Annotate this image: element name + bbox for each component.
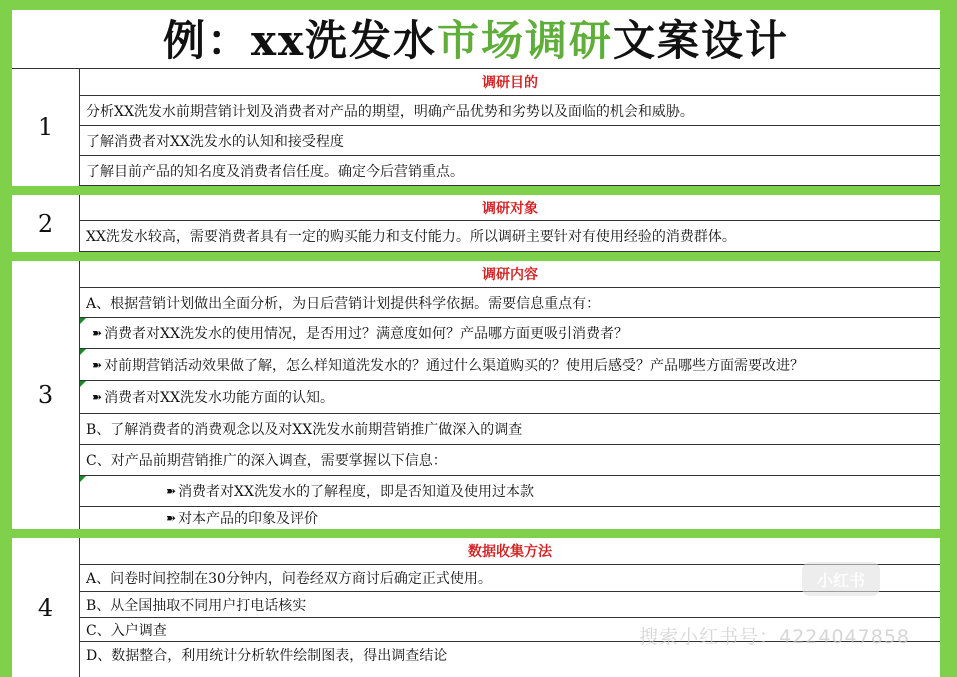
arrow-bullet-icon: ➽: [92, 357, 103, 372]
section-number: 1: [12, 68, 80, 186]
table-row[interactable]: 分析XX洗发水前期营销计划及消费者对产品的期望，明确产品优势和劣势以及面临的机会和威胁。: [80, 96, 940, 126]
title-part-3: 文案设计: [613, 16, 790, 65]
title-highlight: 市场调研: [437, 16, 614, 65]
section-number: 2: [12, 195, 80, 252]
section-heading[interactable]: 数据收集方法: [80, 538, 940, 565]
cell-comment-marker: [80, 349, 86, 355]
watermark-logo: 小红书: [802, 562, 880, 596]
row-text: 消费者对XX洗发水功能方面的认知。: [104, 390, 334, 406]
section-number: 3: [12, 261, 80, 529]
arrow-bullet-icon: ➽: [166, 511, 177, 525]
table-row[interactable]: 了解消费者对XX洗发水的认知和接受程度: [80, 126, 940, 156]
table-row[interactable]: XX洗发水较高，需要消费者具有一定的购买能力和支付能力。所以调研主要针对有使用经验的消费群体。: [80, 221, 940, 252]
row-text: 对前期营销活动效果做了解，怎么样知道洗发水的？通过什么渠道购买的？使用后感受？产品哪些方面需要改进？: [104, 357, 805, 374]
arrow-bullet-icon: ➽: [166, 484, 177, 498]
table-row[interactable]: D、数据整合，利用统计分析软件绘制图表，得出调查结论: [86, 648, 448, 664]
row-text: 对本产品的印象及评价: [178, 511, 319, 527]
table-row[interactable]: B、了解消费者的消费观念以及对XX洗发水前期营销推广做深入的调查: [80, 414, 940, 445]
cell-comment-marker: [80, 381, 86, 387]
section-heading[interactable]: 调研目的: [80, 68, 940, 96]
cell-comment-marker: [80, 318, 86, 324]
arrow-bullet-icon: ➽: [92, 326, 103, 340]
arrow-bullet-icon: ➽: [92, 390, 103, 404]
section-heading[interactable]: 调研对象: [80, 195, 940, 221]
section-2: [12, 195, 940, 252]
table-row[interactable]: B、从全国抽取不同用户打电话核实: [80, 592, 940, 618]
section-number: 4: [12, 538, 80, 677]
table-row[interactable]: [80, 381, 940, 414]
page-title: [12, 10, 940, 69]
row-text: 消费者对XX洗发水的了解程度，即是否知道及使用过本款: [178, 484, 534, 500]
table-row[interactable]: [80, 318, 940, 349]
section-separator: [12, 529, 940, 538]
title-part-1: 例：xx洗发水: [162, 16, 438, 65]
cell-comment-marker: [80, 476, 86, 482]
spreadsheet: [12, 10, 940, 677]
table-row[interactable]: C、入户调查: [80, 618, 940, 642]
section-separator: [12, 252, 940, 261]
section-heading[interactable]: 调研内容: [80, 261, 940, 288]
table-row[interactable]: A、根据营销计划做出全面分析，为日后营销计划提供科学依据。需要信息重点有：: [80, 288, 940, 318]
section-1: [12, 68, 940, 186]
table-row[interactable]: 了解目前产品的知名度及消费者信任度。确定今后营销重点。: [80, 156, 940, 186]
table-row[interactable]: A、问卷时间控制在30分钟内，问卷经双方商讨后确定正式使用。: [80, 565, 940, 592]
table-row[interactable]: C、对产品前期营销推广的深入调查，需要掌握以下信息：: [80, 445, 940, 476]
watermark-text: 搜索小红书号：4224047858: [639, 626, 910, 648]
table-row[interactable]: [80, 507, 940, 529]
section-separator: [12, 186, 940, 195]
section-4: [12, 538, 940, 677]
row-text: 消费者对XX洗发水的使用情况，是否用过？满意度如何？产品哪方面更吸引消费者？: [104, 326, 628, 342]
table-row[interactable]: [80, 349, 940, 381]
section-3: [12, 261, 940, 529]
table-row[interactable]: [80, 476, 940, 507]
